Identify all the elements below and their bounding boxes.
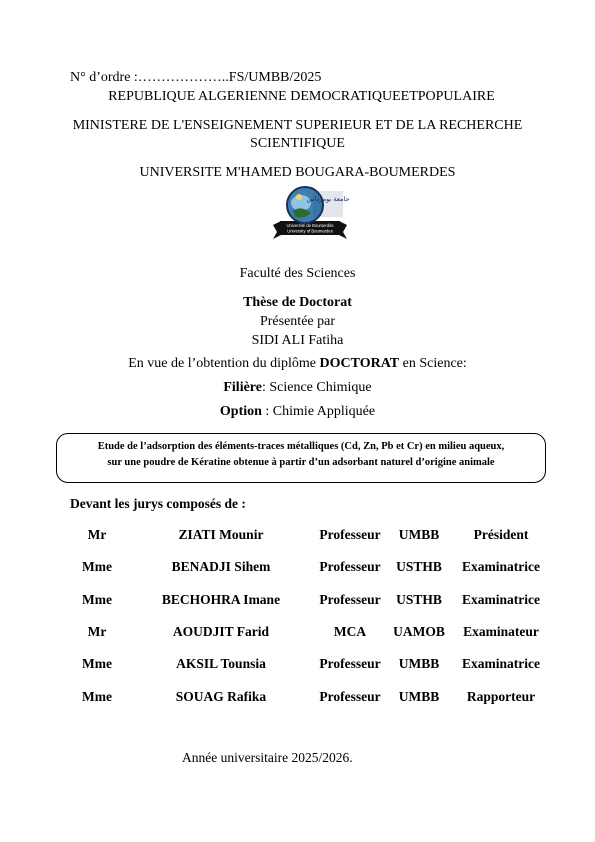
jury-grade: Professeur bbox=[319, 656, 381, 671]
degree-suffix: en Science: bbox=[399, 356, 467, 371]
option-value: : Chimie Appliquée bbox=[261, 404, 376, 419]
order-number: N° d’ordre :………………..FS/UMBB/2025 bbox=[70, 70, 322, 85]
jury-title: Mme bbox=[82, 656, 112, 671]
jury-grade: Professeur bbox=[319, 592, 381, 607]
jury-name: ZIATI Mounir bbox=[178, 527, 264, 542]
university-name: UNIVERSITE M'HAMED BOUGARA-BOUMERDES bbox=[139, 165, 456, 180]
jury-institution: UAMOB bbox=[393, 624, 445, 639]
academic-year: Année universitaire 2025/2026. bbox=[182, 750, 353, 765]
jury-role: Examinatrice bbox=[462, 656, 540, 671]
faculty-name: Faculté des Sciences bbox=[239, 266, 356, 281]
jury-institution: UMBB bbox=[398, 689, 440, 704]
jury-institution: UMBB bbox=[398, 656, 440, 671]
thesis-title: Thèse de Doctorat bbox=[243, 295, 352, 310]
presented-by: Présentée par bbox=[259, 314, 336, 329]
degree-prefix: En vue de l’obtention du diplôme bbox=[128, 356, 320, 371]
ministry-line-2: SCIENTIFIQUE bbox=[250, 136, 345, 151]
jury-role: Président bbox=[473, 527, 529, 542]
jury-role: Rapporteur bbox=[466, 689, 536, 704]
subject-line-2: sur une poudre de Kératine obtenue à partir d’un adsorbant naturel d’origine animale bbox=[107, 457, 495, 468]
subject-line-1: Etude de l’adsorption des éléments-traces métalliques (Cd, Zn, Pb et Cr) en milieu aqueux, bbox=[97, 441, 505, 452]
jury-name: SOUAG Rafika bbox=[175, 689, 267, 704]
filiere-label: Filière bbox=[223, 380, 262, 395]
author-name: SIDI ALI Fatiha bbox=[251, 333, 344, 348]
jury-role: Examinateur bbox=[463, 624, 539, 639]
jury-name: AOUDJIT Farid bbox=[172, 624, 270, 639]
filiere-value: : Science Chimique bbox=[261, 380, 372, 395]
jury-role: Examinatrice bbox=[462, 592, 540, 607]
jury-title: Mr bbox=[87, 624, 107, 639]
logo-caption-2: University of Boumerdes bbox=[287, 228, 333, 234]
jury-title: Mr bbox=[87, 527, 107, 542]
jury-institution: USTHB bbox=[396, 559, 442, 574]
jury-institution: USTHB bbox=[396, 592, 442, 607]
logo-caption-1: Université de Boumerdès bbox=[286, 223, 334, 228]
university-logo bbox=[271, 183, 349, 243]
jury-title: Mme bbox=[82, 559, 112, 574]
thesis-subject-box bbox=[56, 433, 546, 483]
logo-arabic-text: جامعة بومرداس bbox=[306, 195, 349, 203]
option-label: Option bbox=[219, 404, 262, 419]
jury-institution: UMBB bbox=[398, 527, 440, 542]
option-line bbox=[0, 404, 595, 420]
jury-name: BENADJI Sihem bbox=[171, 559, 271, 574]
jury-name: AKSIL Tounsia bbox=[176, 656, 266, 671]
jury-grade: Professeur bbox=[319, 559, 381, 574]
jury-grade: Professeur bbox=[319, 527, 381, 542]
jury-grade: Professeur bbox=[319, 689, 381, 704]
jury-heading: Devant les jurys composés de : bbox=[70, 496, 246, 511]
degree-line bbox=[0, 356, 595, 372]
filiere-line bbox=[0, 380, 595, 396]
jury-title: Mme bbox=[82, 592, 112, 607]
jury-name: BECHOHRA Imane bbox=[161, 592, 281, 607]
degree-name: DOCTORAT bbox=[319, 356, 400, 371]
republic-line: REPUBLIQUE ALGERIENNE DEMOCRATIQUEETPOPULAIRE bbox=[108, 89, 495, 104]
jury-title: Mme bbox=[82, 689, 112, 704]
jury-role: Examinatrice bbox=[462, 559, 540, 574]
jury-grade: MCA bbox=[333, 624, 367, 639]
ministry-line-1: MINISTERE DE L'ENSEIGNEMENT SUPERIEUR ET DE LA RECHERCHE bbox=[72, 118, 523, 133]
